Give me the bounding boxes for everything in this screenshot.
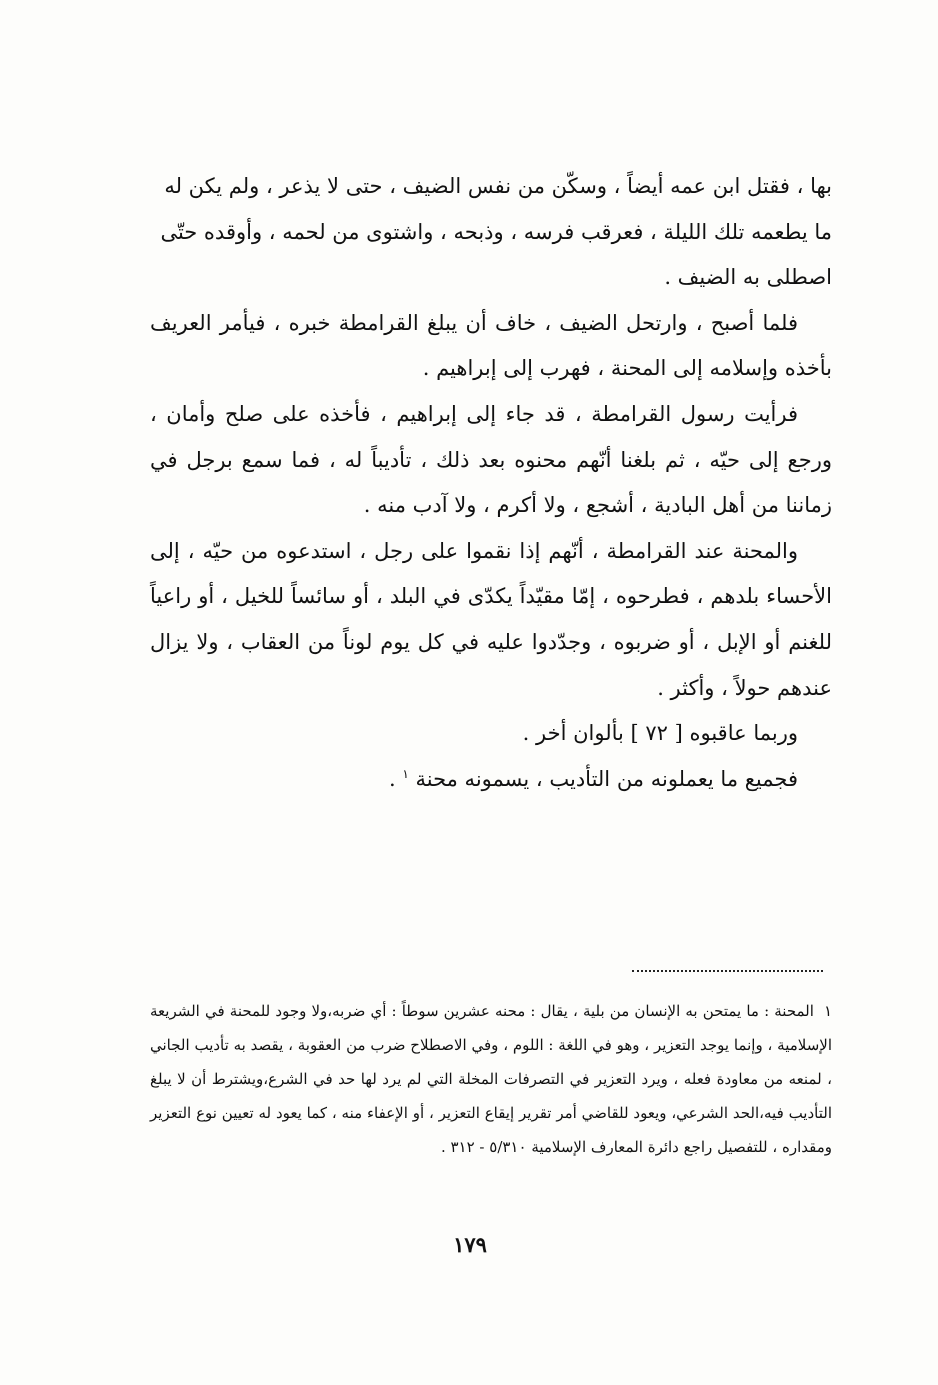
paragraph-4: والمحنة عند القرامطة ، أنّهم إذا نقموا على رجل ، استدعوه من حيّه ، إلى الأحساء بلدهم ، فطرحوه ، إمّا مقيّداً يكدّى في البلد ، أو سائساً للخيل ، أو راعياً للغنم أو الإبل ، أو ضربوه ، وجدّدوا عليه في كل يوم لوناً من العقاب ، ولا يزال عندهم حولاً ، وأكثر . — [150, 538, 832, 700]
paragraph-2: فلما أصبح ، وارتحل الضيف ، خاف أن يبلغ القرامطة خبره ، فيأمر العريف بأخذه وإسلامه إلى المحنة ، فهرب إلى إبراهيم . — [150, 310, 832, 381]
footnote-text: المحنة : ما يمتحن به الإنسان من بلية ، يقال : محنه عشرين سوطاً : أي ضربه،ولا وجود للمحنة في الشريعة الإسلامية ، وإنما يوجد التعزير ، وهو في اللغة : اللوم ، وفي الاصطلاح ضرب من العقوبة ، يقصد به تأديب الجاني ، لمنعه من معاودة فعله ، ويرد التعزير في التصرفات المخلة التي لم يرد لها حد في الشرع،ويشترط أن لا يبلغ التأديب فيه،الحد الشرعي، ويعود للقاضي أمر تقرير إيقاع التعزير ، أو الإعفاء منه ، كما يعود له تعيين نوع التعزير ومقداره ، للتفصيل راجع دائرة المعارف الإسلامية ٥/٣١٠ - ٣١٢ . — [150, 1002, 832, 1156]
paragraph-6 — [150, 757, 832, 803]
paragraph-1: بها ، فقتل ابن عمه أيضاً ، وسكّن من نفس الضيف ، حتى لا يذعر ، ولم يكن له ما يطعمه تلك الليلة ، فعرقب فرسه ، وذبحه ، واشتوى من لحمه ، وأوقده حتّى اصطلى به الضيف . — [160, 174, 832, 290]
footnote-number: ١ — [823, 1002, 832, 1020]
paragraph-3: فرأيت رسول القرامطة ، قد جاء إلى إبراهيم ، فأخذه على صلح وأمان ، ورجع إلى حيّه ، ثم بلغنا أنّهم محنوه بعد ذلك ، تأديباً له ، فما سمع برجل في زماننا من أهل البادية ، أشجع ، ولا أكرم ، ولا آدب منه . — [150, 401, 832, 518]
paragraph-5: وربما عاقبوه [ ٧٢ ] بألوان أخر . — [522, 721, 798, 746]
page-number: ١٧٩ — [453, 1232, 487, 1257]
main-text — [150, 164, 832, 802]
paragraph-6-end: . — [388, 766, 403, 791]
footnote-divider — [632, 970, 823, 972]
footnote-1 — [150, 994, 832, 1164]
footnotes — [150, 994, 832, 1164]
footnote-reference: ١ — [402, 766, 409, 781]
paragraph-6-text: فجميع ما يعملونه من التأديب ، يسمونه محنة — [415, 766, 798, 791]
